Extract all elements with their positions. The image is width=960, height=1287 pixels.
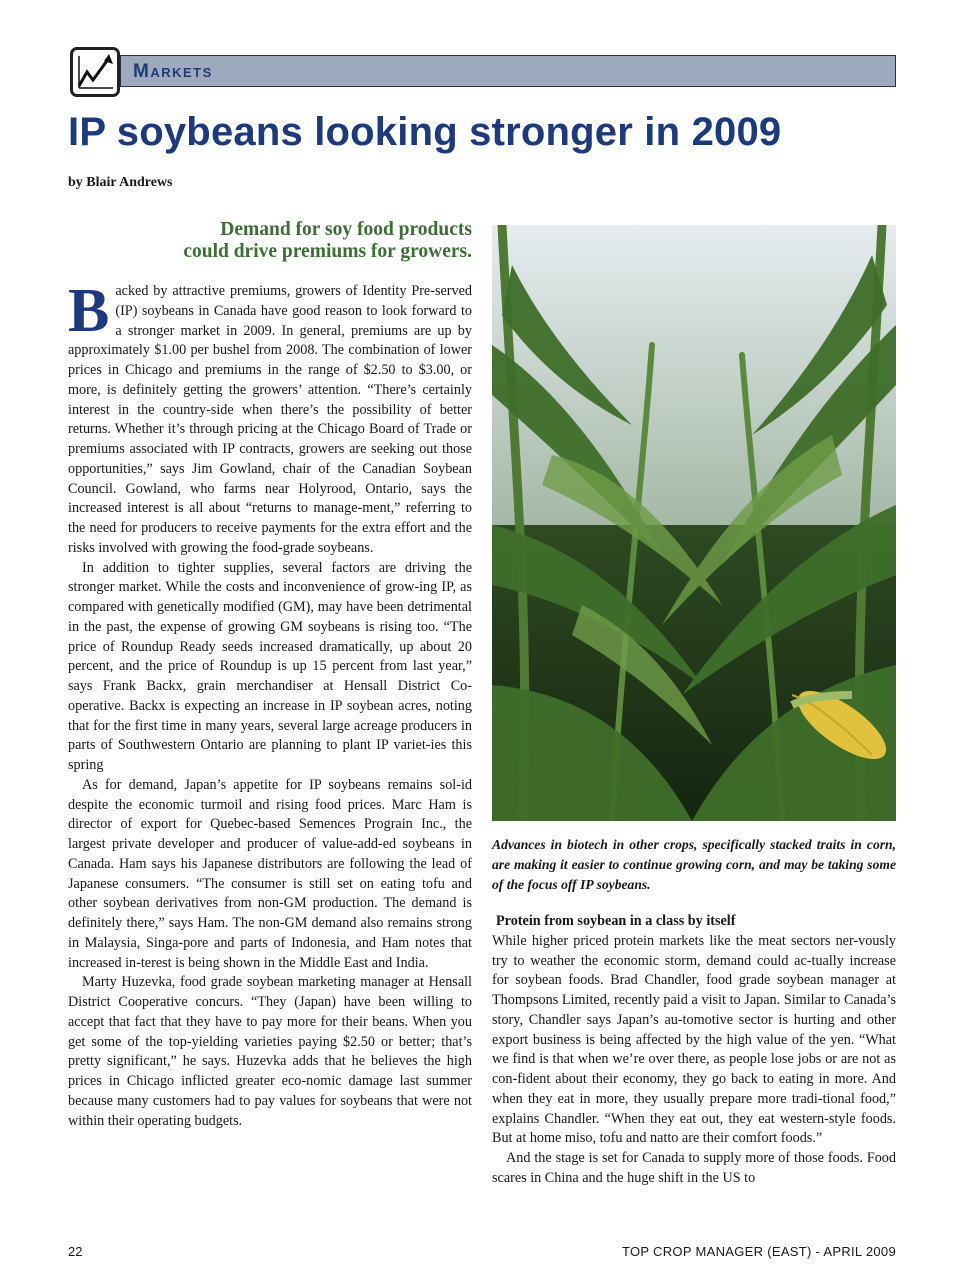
paragraph-6: And the stage is set for Canada to supply more of those foods. Food scares in China and the huge shift in the US to xyxy=(492,1150,896,1186)
page-number: 22 xyxy=(68,1244,83,1259)
paragraph-4: Marty Huzevka, food grade soybean marketing manager at Hensall District Cooperative concurs. “They (Japan) have been willing to accept that fact that they have to pay more for their beans. When you get some of the top-yielding varieties paying $2.50 or better; that’s pretty significant,” he says. Huzevka adds that he believes the high prices in Chicago inflicted greater eco-nomic damage last summer because many customers had to pay values for soybeans that were not within their operating budgets. xyxy=(68,974,472,1129)
publication-footer: TOP CROP MANAGER (EAST) - APRIL 2009 xyxy=(621,1244,896,1259)
subheading: Protein from soybean in a class by itself xyxy=(496,913,736,929)
deck-line-2: could drive premiums for growers. xyxy=(183,241,472,262)
section-label: Markets xyxy=(133,61,213,82)
section-header-bar xyxy=(120,55,896,87)
left-column xyxy=(68,277,472,1131)
drop-cap: B xyxy=(68,277,110,345)
rising-chart-icon xyxy=(70,47,120,97)
paragraph-1 xyxy=(68,277,472,559)
paragraph-5: While higher priced protein markets like the meat sectors ner-vously try to weather the economic storm, demand could ac-tually increase for soybean foods. Brad Chandler, food grade soybean manager at Thompsons Limited, recently paid a visit to Japan. Similar to Canada’s story, Chandler says Japan’s au-tomotive sector is hurting and other export business is being affected by the high value of the yen. “What we find is that when we’re over there, as people lose jobs or are not as con-fident about their economy, they go back to eating in more. And when they eat in more, they usually prepare more tradi-tional food,” explains Chandler. “When they eat out, they eat western-style foods. But at home miso, tofu and natto are their comfort foods.” xyxy=(492,932,896,1147)
deck-line-1: Demand for soy food products xyxy=(220,219,472,240)
byline: by Blair Andrews xyxy=(68,175,173,190)
right-column xyxy=(492,912,896,1189)
article-title: IP soybeans looking stronger in 2009 xyxy=(68,110,782,154)
article-deck xyxy=(120,219,472,263)
paragraph-1-text: acked by attractive premiums, growers of Identity Pre-served (IP) soybeans in Canada have good reason to look forward to a stronger market in 2009. In general, premiums are up by approximately $1.00 per bushel from 2008. The combination of lower prices in Chicago and premiums in the range of $2.50 to $3.00, or more, is definitely getting the growers’ attention. “There’s certainly interest in the country-side when there’s the possibility of better returns. Whether it’s through pricing at the Chicago Board of Trade or premiums associated with IP contracts, growers are seeking out those opportunities,” says Jim Gowland, chair of the Canadian Soybean Council. Gowland, who farms near Holyrood, Ontario, says the increased interest is all about “returns to manage-ment,” referring to the need for producers to receive payments for the extra effort and the risks involved with growing the food-grade soybeans. xyxy=(68,283,472,556)
paragraph-3: As for demand, Japan’s appetite for IP soybeans remains sol-id despite the economic turmoil and rising food prices. Marc Ham is director of export for Quebec-based Semences Prograin Inc., the largest private developer and producer of value-add-ed soybeans in Canada. Ham says his Japanese distributors are following the lead of Japanese consumers. “The consumer is still set on eating tofu and other soybean derivatives from non-GM production. The demand is definitely there,” says Ham. The non-GM demand also remains strong in Malaysia, Singa-pore and parts of Indonesia, and Ham notes that increased in-terest is being shown in the Middle East and India. xyxy=(68,776,472,971)
corn-field-photo xyxy=(492,225,896,821)
photo-caption: Advances in biotech in other crops, specifically stacked traits in corn, are making it easier to continue growing corn, and may be taking some of the focus off IP soybeans. xyxy=(492,837,896,892)
paragraph-2: In addition to tighter supplies, several factors are driving the stronger market. While the costs and inconvenience of grow-ing IP, as compared with genetically modified (GM), may have been detrimental in the past, the expense of growing GM soybeans is rising too. “The price of Roundup Ready seeds increased dramatically, up about 20 percent, and the price of Roundup is up 15 percent from last year,” says Frank Backx, grain merchandiser at Hensall District Co-operative. Backx is expecting an increase in IP soybean acres, noting that for the first time in many years, several large acreage producers in parts of Southwestern Ontario are planning to plant IP variet-ies this spring xyxy=(68,559,472,773)
